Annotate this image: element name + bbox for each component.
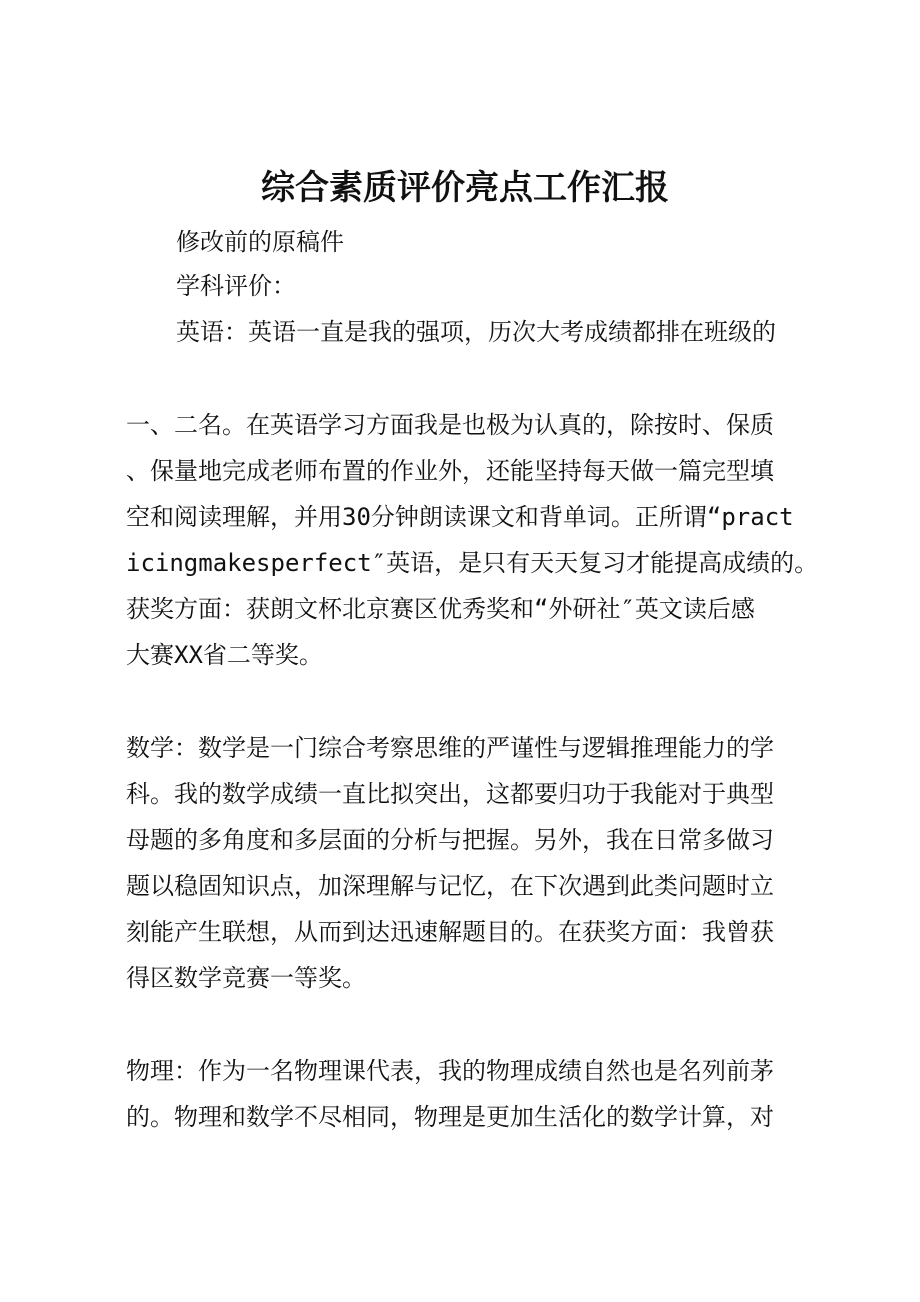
english-paragraph-first-line: 英语：英语一直是我的强项，历次大考成绩都排在班级的 (176, 318, 776, 346)
section-heading: 学科评价： (176, 272, 296, 300)
math-paragraph-line: 题以稳固知识点，加深理解与记忆，在下次遇到此类问题时立 (126, 872, 774, 900)
physics-paragraph-line: 的。物理和数学不尽相同，物理是更加生活化的数学计算，对 (126, 1103, 774, 1131)
english-paragraph-line: 一、二名。在英语学习方面我是也极为认真的，除按时、保质 (126, 411, 774, 439)
english-paragraph-line: 、保量地完成老师布置的作业外，还能坚持每天做一篇完型填 (126, 457, 774, 485)
english-paragraph-line: 获奖方面：获朗文杯北京赛区优秀奖和“外研社″英文读后感 (126, 595, 755, 623)
math-paragraph-line: 数学：数学是一门综合考察思维的严谨性与逻辑推理能力的学 (126, 734, 774, 762)
math-paragraph-line: 刻能产生联想，从而到达迅速解题目的。在获奖方面：我曾获 (126, 918, 774, 946)
english-paragraph-line: 大赛XX省二等奖。 (126, 641, 323, 669)
physics-paragraph-line: 物理：作为一名物理课代表，我的物理成绩自然也是名列前茅 (126, 1057, 774, 1085)
english-paragraph-line: 空和阅读理解，并用30分钟朗读课文和背单词。正所谓“pract (126, 503, 794, 531)
english-paragraph-line: icingmakesperfect″英语，是只有天天复习才能提高成绩的。 (126, 549, 819, 577)
math-paragraph-line: 科。我的数学成绩一直比拟突出，这都要归功于我能对于典型 (126, 780, 774, 808)
subtitle-line: 修改前的原稿件 (176, 228, 344, 256)
math-paragraph-line: 母题的多角度和多层面的分析与把握。另外，我在日常多做习 (126, 826, 774, 854)
math-paragraph-line: 得区数学竞赛一等奖。 (126, 964, 366, 992)
document-title: 综合素质评价亮点工作汇报 (261, 168, 669, 208)
